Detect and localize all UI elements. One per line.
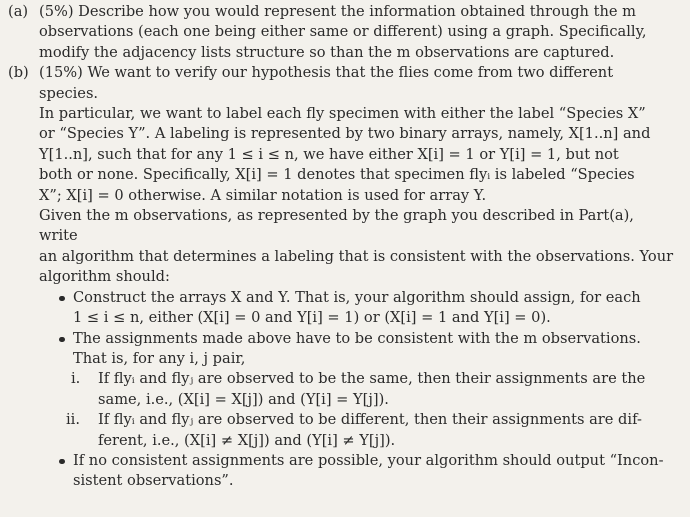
text-line: algorithm should: — [39, 268, 170, 286]
text-line: Construct the arrays X and Y. That is, your algorithm should assign, for each — [73, 288, 641, 306]
part-b-paragraph-1 — [39, 63, 674, 206]
part-a-text — [39, 2, 674, 63]
text-line: Y[1..n], such that for any 1 ≤ i ≤ n, we have either X[i] = 1 or Y[i] = 1, but not — [39, 145, 619, 163]
text-line: Given the m observations, as represented by the graph you described in Part(a), write — [39, 207, 634, 245]
part-a-label: (a) — [8, 3, 29, 20]
bullet-item — [41, 288, 674, 329]
text-line: 1 ≤ i ≤ n, either (X[i] = 0 and Y[i] = 1) or (X[i] = 1 and Y[i] = 0). — [73, 309, 551, 327]
text-line: The assignments made above have to be consistent with the m observations. — [73, 329, 641, 347]
text-line: In particular, we want to label each fly specimen with either the label “Species X” — [39, 105, 646, 123]
sub-item — [71, 369, 674, 410]
sub-item — [66, 410, 674, 451]
text-line: If no consistent assignments are possible, your algorithm should output “Incon- — [73, 451, 664, 469]
text-line: same, i.e., (X[i] = X[j]) and (Y[i] = Y[j]). — [98, 390, 389, 408]
sub-item-label: ii. — [66, 411, 80, 429]
sub-item-label: i. — [71, 370, 81, 388]
text-line: or “Species Y”. A labeling is represented by two binary arrays, namely, X[1..n] and — [39, 125, 651, 143]
text-line: sistent observations”. — [73, 472, 234, 490]
text-line: modify the adjacency lists structure so than the m observations are captured. — [39, 43, 615, 61]
bullet-icon — [59, 459, 65, 465]
part-b-label: (b) — [8, 64, 29, 82]
text-line: (15%) We want to verify our hypothesis that the flies come from two different species. — [39, 64, 614, 102]
part-a — [8, 2, 674, 63]
text-line: That is, for any i, j pair, — [73, 349, 246, 367]
text-line: an algorithm that determines a labeling that is consistent with the observations. Your — [39, 247, 674, 265]
bullet-item — [41, 451, 674, 492]
text-line: If flyᵢ and flyⱼ are observed to be the same, then their assignments are the — [98, 370, 646, 388]
bullet-icon — [59, 296, 65, 302]
part-b — [8, 63, 674, 492]
text-line: observations (each one being either same or different) using a graph. Specifically, — [39, 23, 647, 41]
text-line: X”; X[i] = 0 otherwise. A similar notation is used for array Y. — [39, 186, 487, 204]
text-line: (5%) Describe how you would represent the information obtained through the m — [39, 3, 636, 20]
bullet-item — [41, 329, 674, 370]
bullet-icon — [59, 337, 65, 343]
text-line: If flyᵢ and flyⱼ are observed to be different, then their assignments are dif- — [98, 411, 642, 429]
part-b-paragraph-2 — [39, 206, 674, 288]
text-line: ferent, i.e., (X[i] ≠ X[j]) and (Y[i] ≠ Y[j]). — [98, 431, 396, 449]
text-line: both or none. Specifically, X[i] = 1 denotes that specimen flyᵢ is labeled “Species — [39, 166, 635, 184]
